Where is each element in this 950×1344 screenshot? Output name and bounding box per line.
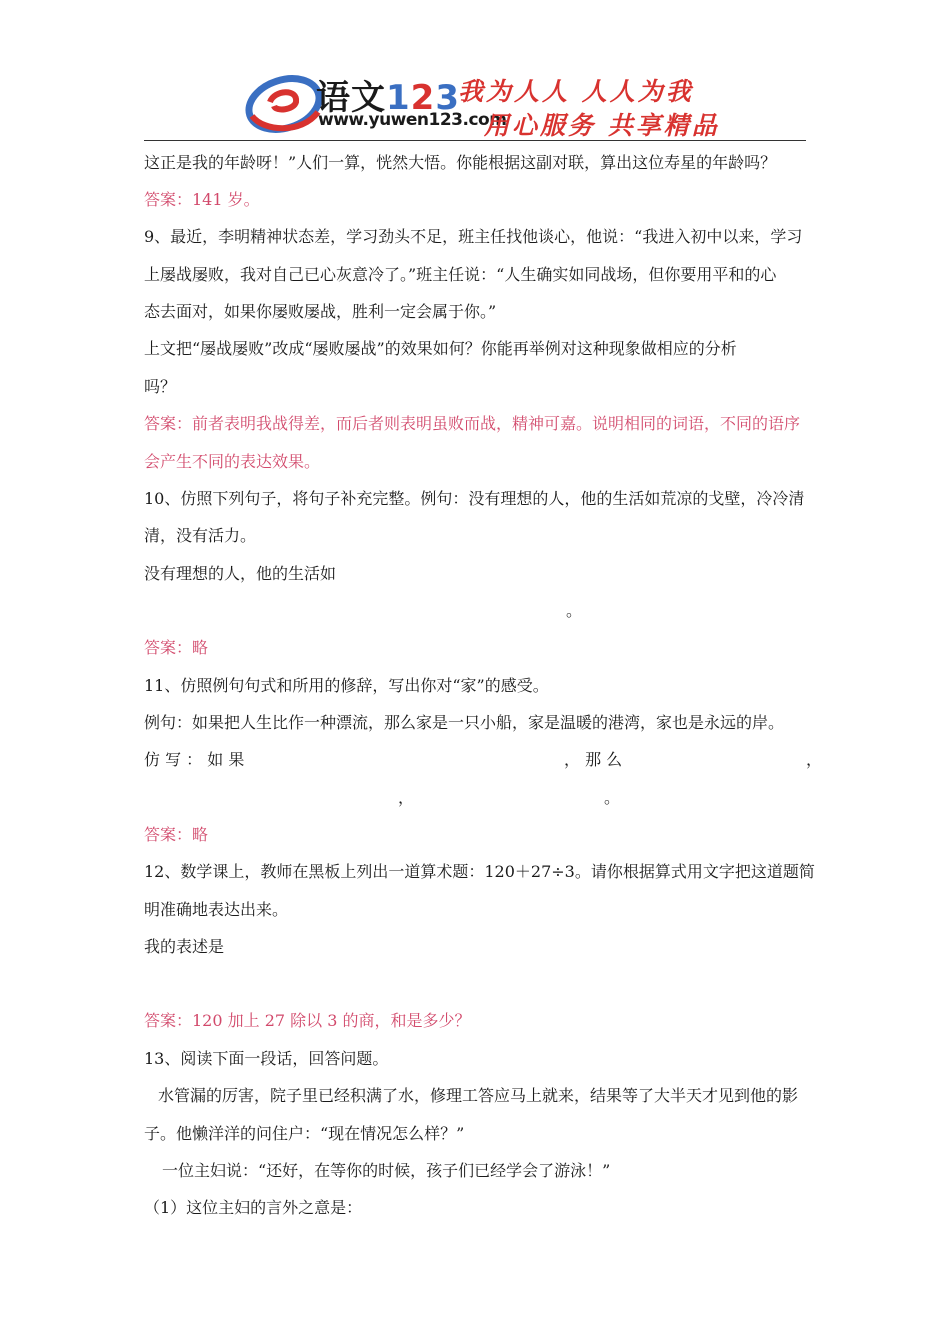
- question-10-line: 10、仿照下列句子，将句子补充完整。例句：没有理想的人，他的生活如荒凉的戈壁，冷冷清: [144, 489, 805, 508]
- fill-comma: ，: [398, 788, 415, 807]
- brand-name: 语文123: [316, 78, 461, 118]
- question-13-passage: 一位主妇说：“还好，在等你的时候，孩子们已经学会了游泳！”: [162, 1161, 611, 1180]
- header-divider: [144, 140, 806, 141]
- question-9-line: 上文把“屡战屡败”改成“屡败屡战”的效果如何？你能再举例对这种现象做相应的分析: [144, 339, 737, 358]
- text-line: 这正是我的年龄呀！”人们一算，恍然大悟。你能根据这副对联，算出这位寿星的年龄吗？: [144, 153, 777, 172]
- question-11-fill-line: [144, 750, 823, 770]
- question-12-line: 明准确地表达出来。: [144, 900, 289, 919]
- question-9-line: 上屡战屡败，我对自己已心灰意冷了。”班主任说：“人生确实如同战场，但你要用平和的心: [144, 265, 777, 284]
- answer-12: 答案：120 加上 27 除以 3 的商，和是多少？: [144, 1011, 471, 1030]
- answer-11: 答案：略: [144, 825, 209, 844]
- question-13-passage: 水管漏的厉害，院子里已经积满了水，修理工答应马上就来，结果等了大半天才见到他的影: [158, 1086, 799, 1105]
- question-11-example: 例句：如果把人生比作一种漂流，那么家是一只小船，家是温暖的港湾，家也是永远的岸。: [144, 713, 785, 732]
- question-13-subquestion: （1）这位主妇的言外之意是：: [144, 1198, 363, 1217]
- question-11-line: 11、仿照例句句式和所用的修辞，写出你对“家”的感受。: [144, 676, 549, 695]
- slogan-line-1: 我为人人 人人为我: [458, 77, 694, 106]
- answer-9-line: 答案：前者表明我战得差，而后者则表明虽败而战，精神可嘉。说明相同的词语，不同的语序: [144, 414, 801, 433]
- answer-10: 答案：略: [144, 638, 209, 657]
- question-9-line: 9、最近，李明精神状态差，学习劲头不足，班主任找他谈心，他说：“我进入初中以来，学习: [144, 227, 803, 246]
- question-10-blank-end: 。: [566, 601, 583, 620]
- fill-period: 。: [604, 788, 621, 807]
- answer-line: 答案：141 岁。: [144, 190, 260, 209]
- page-header: [144, 62, 806, 142]
- question-9-line: 态去面对，如果你屡败屡战，胜利一定会属于你。”: [144, 302, 497, 321]
- answer-9-line: 会产生不同的表达效果。: [144, 452, 321, 471]
- question-12-line: 12、数学课上，教师在黑板上列出一道算术题：120＋27÷3。请你根据算式用文字把这道题简: [144, 862, 815, 881]
- question-10-line: 没有理想的人，他的生活如: [144, 564, 337, 583]
- fill-end-comma: ，: [806, 750, 823, 769]
- question-10-line: 清，没有活力。: [144, 526, 257, 545]
- fill-middle: ， 那 么: [564, 750, 623, 769]
- site-url: www.yuwen123.com: [318, 110, 507, 130]
- question-12-line: 我的表述是: [144, 937, 225, 956]
- slogan-line-2: 用心服务 共享精品: [484, 111, 720, 140]
- question-13-passage: 子。他懒洋洋的问住户：“现在情况怎么样？”: [144, 1124, 465, 1143]
- question-9-line: 吗？: [144, 377, 177, 396]
- fill-prefix: 仿 写 ： 如 果: [144, 750, 245, 769]
- yuwen123-logo-icon: [244, 72, 322, 134]
- question-13-line: 13、阅读下面一段话，回答问题。: [144, 1049, 389, 1068]
